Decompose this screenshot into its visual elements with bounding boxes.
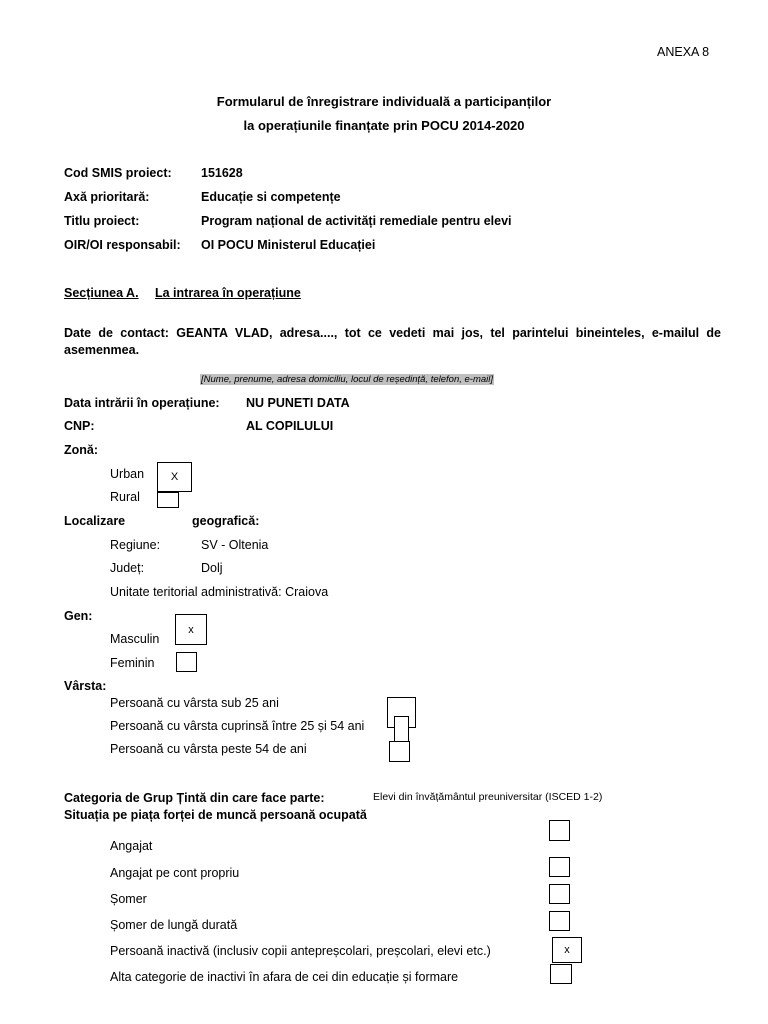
urban-checkbox[interactable]: X (157, 462, 192, 492)
section-a-title: La intrarea în operațiune (155, 286, 301, 300)
alta-categorie-checkbox[interactable] (550, 964, 572, 984)
varsta-label: Vârsta: (64, 679, 107, 693)
inactiv-label: Persoană inactivă (inclusiv copii antepreșcolari, preșcolari, elevi etc.) (110, 944, 491, 958)
data-intrarii-label: Data intrării în operațiune: (64, 396, 220, 410)
varsta-peste54-label: Persoană cu vârsta peste 54 de ani (110, 742, 307, 756)
inactiv-checkbox[interactable]: x (552, 937, 582, 963)
titlu-value: Program național de activități remediale pentru elevi (201, 214, 512, 228)
cod-smis-value: 151628 (201, 166, 243, 180)
ocupat-checkbox[interactable] (549, 820, 570, 841)
urban-label: Urban (110, 467, 145, 481)
feminin-label: Feminin (110, 656, 155, 670)
title-line-1: Formularul de înregistrare individuală a participanților (216, 94, 552, 109)
somer-lung-label: Șomer de lungă durată (110, 918, 238, 932)
contact-text: Date de contact: GEANTA VLAD, adresa...., tot ce vedeti mai jos, tel parintelui bineinteles, e-mailul de asemenmea. (64, 326, 721, 357)
gen-label: Gen: (64, 609, 93, 623)
somer-label: Șomer (110, 892, 147, 906)
contact-hint: [Nume, prenume, adresa domiciliu, locul de reședință, telefon, e-mail] (201, 374, 494, 385)
geografica-label: geografică: (192, 514, 260, 528)
oir-label: OIR/OI responsabil: (64, 238, 181, 252)
section-a-label: Secțiunea A. (64, 286, 139, 300)
situatia-munca-label: Situația pe piața forței de muncă persoană ocupată (64, 808, 367, 822)
annex-label: ANEXA 8 (657, 45, 710, 59)
data-intrarii-value: NU PUNETI DATA (246, 396, 350, 410)
varsta-peste54-checkbox[interactable] (389, 741, 410, 762)
grup-tinta-value: Elevi din învățământul preuniversitar (ISCED 1-2) (373, 791, 603, 803)
rural-label: Rural (110, 490, 140, 504)
angajat-checkbox[interactable] (549, 857, 570, 877)
angajat-cont-propriu-label: Angajat pe cont propriu (110, 866, 240, 880)
uat-text: Unitate teritorial administrativă: Craiova (110, 585, 329, 599)
title-line-2: la operațiunile finanțate prin POCU 2014-2020 (243, 118, 525, 133)
varsta-sub25-label: Persoană cu vârsta sub 25 ani (110, 696, 279, 710)
cnp-label: CNP: (64, 419, 95, 433)
titlu-label: Titlu proiect: (64, 214, 140, 228)
masculin-label: Masculin (110, 632, 160, 646)
cod-smis-label: Cod SMIS proiect: (64, 166, 172, 180)
feminin-checkbox[interactable] (176, 652, 197, 672)
varsta-25-54-checkbox[interactable] (394, 716, 409, 743)
regiune-label: Regiune: (110, 538, 161, 552)
rural-checkbox[interactable] (157, 492, 179, 508)
axa-label: Axă prioritară: (64, 190, 150, 204)
zona-label: Zonă: (64, 443, 99, 457)
judet-value: Dolj (201, 561, 223, 575)
axa-value: Educație si competențe (201, 190, 341, 204)
judet-label: Județ: (110, 561, 145, 575)
somer-checkbox[interactable] (549, 911, 570, 931)
alta-categorie-label: Alta categorie de inactivi în afara de cei din educație și formare (110, 970, 459, 984)
grup-tinta-label: Categoria de Grup Țintă din care face parte: (64, 791, 325, 805)
angajat-label: Angajat (110, 839, 153, 853)
varsta-25-54-label: Persoană cu vârsta cuprinsă între 25 și 54 ani (110, 719, 365, 733)
regiune-value: SV - Oltenia (201, 538, 269, 552)
localizare-label: Localizare (64, 514, 126, 528)
angajat-cont-propriu-checkbox[interactable] (549, 884, 570, 904)
cnp-value: AL COPILULUI (246, 419, 334, 433)
oir-value: OI POCU Ministerul Educației (201, 238, 376, 252)
masculin-checkbox[interactable]: x (175, 614, 207, 645)
